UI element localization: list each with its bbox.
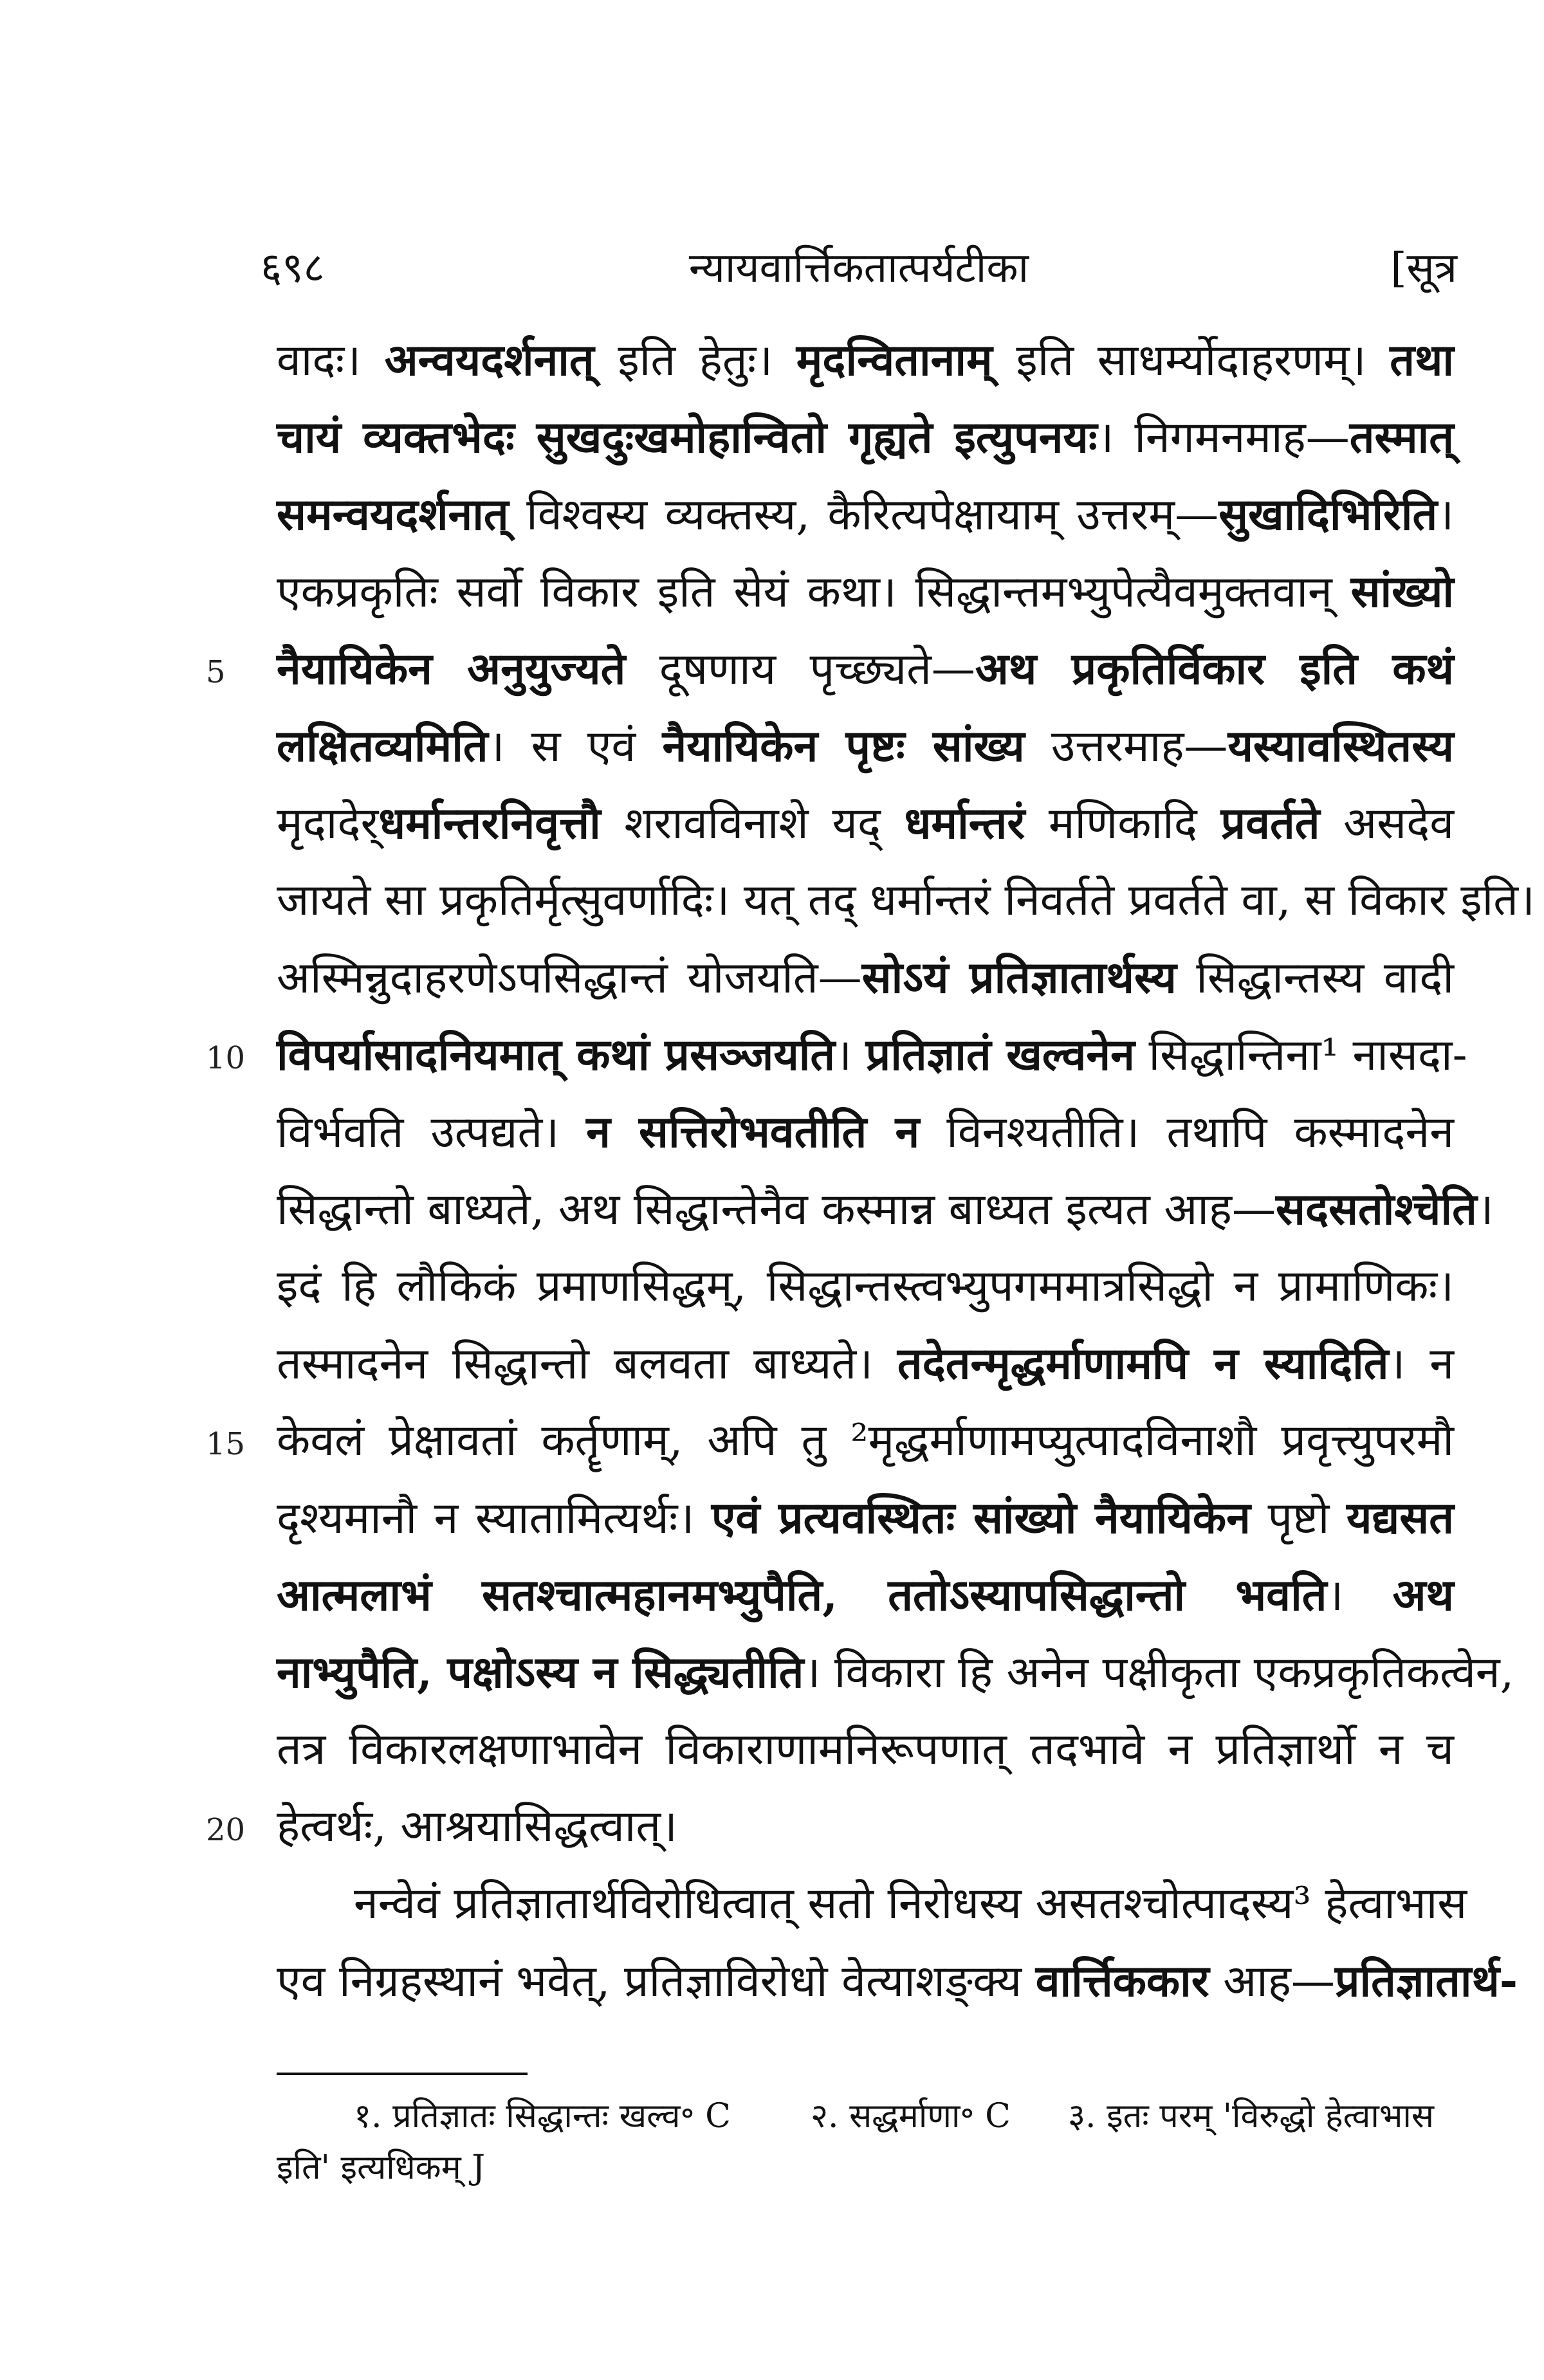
line-number: 5 (206, 654, 226, 690)
text-line (206, 630, 1454, 708)
text-line (277, 1711, 1454, 1788)
text-segment: असदेव (1319, 798, 1454, 849)
bold-text-segment: यस्यावस्थितस्य (1227, 720, 1454, 772)
text-line (277, 1634, 1514, 1711)
footnote-1: १. प्रतिज्ञातः सिद्धान्तः खल्व॰ C (354, 2097, 731, 2136)
text-segment: । स एवं (488, 721, 663, 772)
text-line (277, 1557, 1454, 1634)
bold-text-segment: वार्त्तिककार (1035, 1955, 1209, 2007)
line-number: 20 (206, 1812, 246, 1848)
bold-text-segment: मृदन्वितानाम् (796, 334, 993, 386)
text-segment: एकप्रकृतिः सर्वो विकार इति सेयं कथा। सिद्धान्तमभ्युपेत्यैवमुक्तवान् (277, 567, 1351, 618)
bold-text-segment: न सत्तिरोभवतीति न (586, 1106, 920, 1158)
text-segment: नन्वेवं प्रतिज्ञातार्थविरोधित्वात् सतो निरोधस्य असतश्चोत्पादस्य³ हेत्वाभास (354, 1878, 1467, 1929)
bold-text-segment: एवं प्रत्यवस्थितः सांख्यो नैयायिकेन (711, 1492, 1251, 1544)
bold-text-segment: अथ (1392, 1570, 1455, 1621)
footnote-row (277, 2091, 1454, 2142)
bold-text-segment: अथ प्रकृतिर्विकार इति कथं (975, 643, 1454, 695)
text-segment: हेत्वर्थः, आश्रयासिद्धत्वात्। (277, 1801, 677, 1852)
text-segment: मृदादेर् (277, 798, 379, 849)
bold-text-segment: चायं व्यक्तभेदः सुखदुःखमोहान्वितो गृह्यते इत्युपनयः (277, 412, 1098, 463)
text-segment: इति हेतुः। (594, 335, 796, 386)
text-line (277, 939, 1454, 1016)
bold-text-segment: धर्मान्तरनिवृत्तौ (378, 798, 601, 849)
body-text (206, 322, 1535, 2020)
text-segment: जायते सा प्रकृतिर्मृत्सुवर्णादिः। यत् तद् धर्मान्तरं निवर्तते प्रवर्तते वा, स विकार इति। (277, 875, 1535, 926)
text-line (277, 1943, 1518, 2020)
footnote-3-continued: इति' इत्यधिकम् J (277, 2148, 486, 2187)
bold-text-segment: अन्वयदर्शनात् (384, 334, 594, 386)
text-segment: विर्भवति उत्पद्यते। (277, 1107, 587, 1158)
text-segment: । (835, 1030, 866, 1081)
bold-text-segment: नैयायिकेन पृष्टः सांख्य (662, 720, 1025, 772)
footnote-3: ३. इतः परम् 'विरुद्धो हेत्वाभास (1068, 2097, 1434, 2136)
text-segment: पृष्टो (1250, 1493, 1346, 1544)
text-segment: । (1437, 490, 1454, 540)
text-segment: वादः। (277, 335, 385, 386)
bold-text-segment: समन्वयदर्शनात् (277, 489, 509, 540)
text-segment: तत्र विकारलक्षणाभावेन विकाराणामनिरूपणात् तदभावे न प्रतिज्ञार्थो न च (277, 1724, 1454, 1775)
line-number: 10 (206, 1040, 246, 1076)
text-line (277, 1479, 1454, 1557)
text-segment: इति साधर्म्योदाहरणम्। (992, 335, 1390, 386)
section-label: [सूत्र (1390, 244, 1457, 292)
text-line (206, 1016, 1467, 1094)
footnote-rule (277, 2073, 528, 2075)
text-segment: । विकारा हि अनेन पक्षीकृता एकप्रकृतिकत्वेन, (804, 1647, 1514, 1698)
text-segment: एव निग्रहस्थानं भवेत्, प्रतिज्ञाविरोधो वेत्याशङ्क्य (277, 1956, 1036, 2007)
bold-text-segment: तदेतन्मृद्धर्माणामपि न स्यादिति (897, 1338, 1389, 1389)
text-line (277, 1171, 1494, 1248)
text-segment: शरावविनाशे यद् (600, 798, 905, 849)
text-segment: सिद्धान्तिना¹ नासदा- (1134, 1030, 1467, 1081)
text-segment: मणिकादि (1025, 798, 1221, 849)
text-segment: केवलं प्रेक्षावतां कर्तॄणाम्, अपि तु ²मृद्धर्माणामप्युत्पादविनाशौ प्रवृत्त्युपरमौ (277, 1415, 1454, 1466)
bold-text-segment: प्रतिज्ञातं खल्वनेन (865, 1029, 1135, 1081)
text-segment: । (1327, 1570, 1393, 1621)
text-segment: तस्मादनेन सिद्धान्तो बलवता बाध्यते। (277, 1339, 897, 1389)
text-line (206, 1788, 1454, 1865)
text-line (277, 399, 1454, 476)
text-segment: विनश्यतीति। तथापि कस्मादनेन (919, 1107, 1454, 1158)
line-number: 15 (206, 1426, 246, 1462)
text-line (277, 708, 1454, 785)
bold-text-segment: नैयायिकेन अनुयुज्यते (277, 643, 626, 695)
bold-text-segment: नाभ्युपैति, पक्षोऽस्य न सिद्ध्यतीति (277, 1647, 804, 1698)
bold-text-segment: सुखादिभिरिति (1218, 489, 1438, 540)
text-segment: इदं हि लौकिकं प्रमाणसिद्धम्, सिद्धान्तस्त्वभ्युपगममात्रसिद्धो न प्रामाणिकः। (277, 1261, 1454, 1312)
footnote-row (277, 2142, 1454, 2193)
text-line (277, 553, 1454, 630)
bold-text-segment: धर्मान्तरं (904, 798, 1025, 849)
text-line (277, 1094, 1454, 1171)
text-segment: उत्तरमाह— (1024, 721, 1228, 772)
bold-text-segment: लक्षितव्यमिति (277, 720, 488, 772)
bold-text-segment: यद्यसत (1346, 1492, 1455, 1544)
text-line (277, 1325, 1454, 1402)
bold-text-segment: तस्मात् (1349, 412, 1454, 463)
running-header (261, 239, 1457, 297)
bold-text-segment: सोऽयं प्रतिज्ञातार्थस्य (861, 952, 1177, 1003)
text-segment: । निगमनमाह— (1097, 412, 1350, 463)
bold-text-segment: सांख्यो (1350, 566, 1454, 618)
text-segment: । न (1388, 1339, 1454, 1389)
bold-text-segment: प्रवर्तते (1220, 798, 1320, 849)
text-segment: आह— (1209, 1956, 1335, 2007)
text-segment: दूषणाय पृच्छ्यते— (625, 644, 975, 695)
text-line (206, 1402, 1454, 1479)
text-segment: सिद्धान्तस्य वादी (1176, 953, 1454, 1003)
footnotes (277, 2091, 1454, 2193)
text-line (277, 322, 1454, 399)
bold-text-segment: विपर्यासादनियमात् कथां प्रसञ्जयति (277, 1029, 836, 1081)
text-segment: दृश्यमानौ न स्यातामित्यर्थः। (277, 1493, 712, 1544)
text-line (277, 862, 1535, 939)
bold-text-segment: सदसतोश्चेति (1275, 1184, 1477, 1235)
bold-text-segment: प्रतिज्ञातार्थ- (1334, 1955, 1518, 2007)
book-title: न्यायवार्त्तिकतात्पर्यटीका (688, 244, 1029, 292)
text-line (277, 1248, 1454, 1325)
text-line (277, 1865, 1467, 1943)
text-line (277, 785, 1454, 862)
footnote-2: २. सद्धर्माणा॰ C (811, 2097, 1011, 2136)
text-segment: । (1476, 1184, 1494, 1235)
text-segment: सिद्धान्तो बाध्यते, अथ सिद्धान्तेनैव कस्मान्न बाध्यत इत्यत आह— (277, 1184, 1276, 1235)
bold-text-segment: आत्मलाभं सतश्चात्महानमभ्युपैति, ततोऽस्यापसिद्धान्तो भवति (277, 1570, 1327, 1621)
bold-text-segment: तथा (1390, 334, 1455, 386)
text-line (277, 476, 1454, 553)
text-segment: अस्मिन्नुदाहरणेऽपसिद्धान्तं योजयति— (277, 953, 862, 1003)
text-segment: विश्वस्य व्यक्तस्य, कैरित्यपेक्षायाम् उत्तरम्— (508, 490, 1219, 540)
page-number: ६९८ (261, 244, 325, 292)
